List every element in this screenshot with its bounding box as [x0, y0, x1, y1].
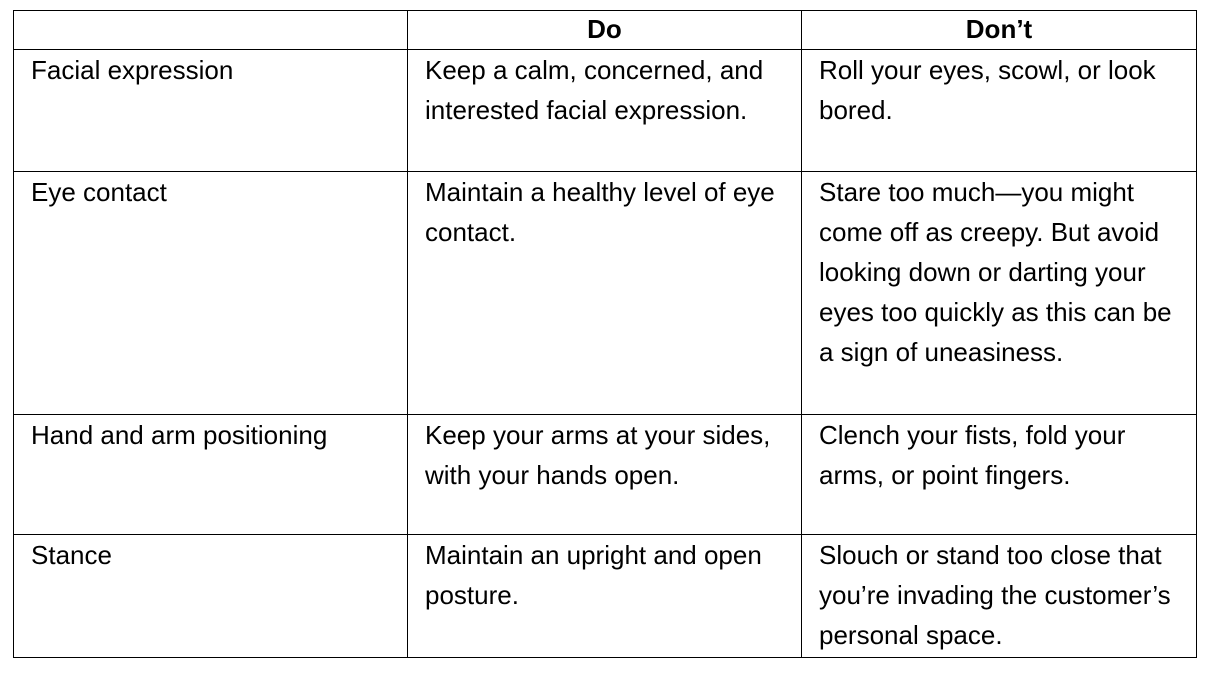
- topic-text: Hand and arm positioning: [31, 420, 328, 450]
- header-empty: [14, 11, 408, 50]
- table-row: [14, 415, 1197, 535]
- row-topic: [14, 50, 408, 172]
- table-row: [14, 535, 1197, 658]
- row-do: [408, 172, 802, 415]
- do-text: Maintain an upright and open posture.: [425, 540, 762, 610]
- do-text: Keep a calm, concerned, and interested facial expression.: [425, 55, 764, 125]
- row-topic: [14, 535, 408, 658]
- dont-text: Clench your fists, fold your arms, or point fingers.: [819, 420, 1126, 490]
- row-do: [408, 50, 802, 172]
- do-text: Keep your arms at your sides, with your hands open.: [425, 420, 771, 490]
- row-dont: [802, 535, 1197, 658]
- row-dont: [802, 415, 1197, 535]
- header-dont: Don’t: [802, 11, 1197, 50]
- header-do: Do: [408, 11, 802, 50]
- do-text: Maintain a healthy level of eye contact.: [425, 177, 775, 247]
- row-dont: [802, 50, 1197, 172]
- header-row: [14, 11, 1197, 50]
- row-topic: [14, 415, 408, 535]
- dont-text: Slouch or stand too close that you’re invading the customer’s personal space.: [819, 540, 1171, 650]
- row-do: [408, 415, 802, 535]
- table-row: [14, 50, 1197, 172]
- row-do: [408, 535, 802, 658]
- row-topic: [14, 172, 408, 415]
- topic-text: Facial expression: [31, 55, 234, 85]
- dont-text: Roll your eyes, scowl, or look bored.: [819, 55, 1156, 125]
- topic-text: Eye contact: [31, 177, 167, 207]
- do-dont-table: [13, 10, 1197, 658]
- dont-text: Stare too much—you might come off as creepy. But avoid looking down or darting your eyes too quickly as this can be a sign of uneasiness.: [819, 177, 1172, 367]
- table-row: [14, 172, 1197, 415]
- row-dont: [802, 172, 1197, 415]
- topic-text: Stance: [31, 540, 112, 570]
